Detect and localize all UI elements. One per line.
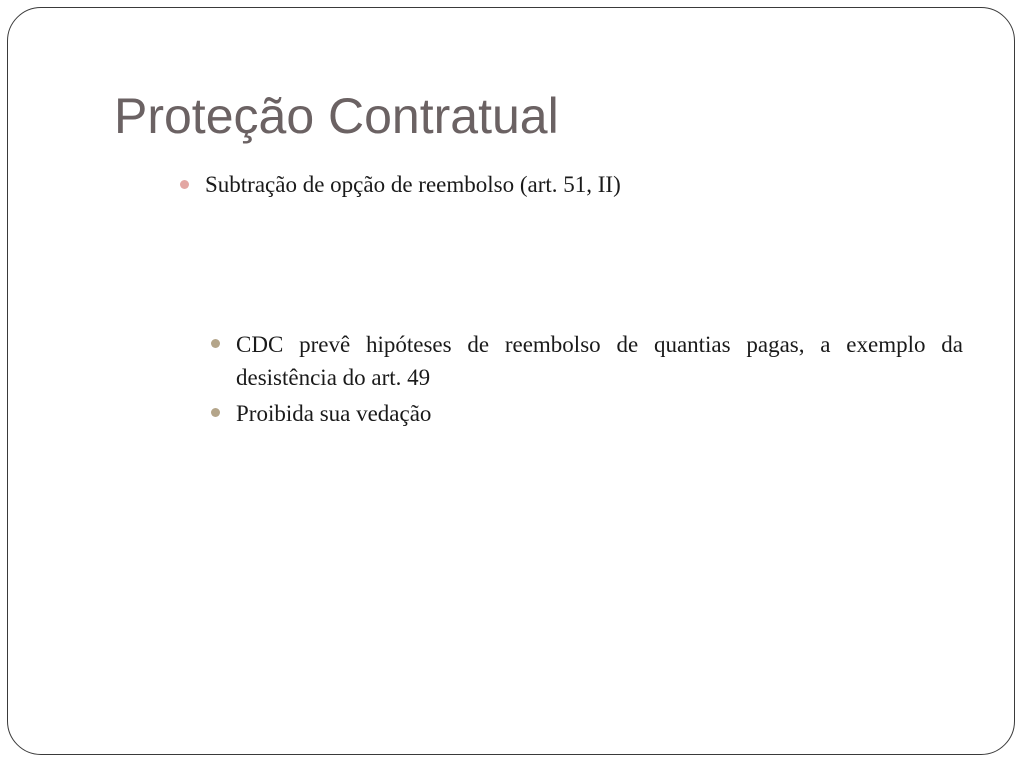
sub-bullet-list <box>211 328 963 433</box>
bullet-dot-icon <box>211 339 220 348</box>
main-bullet-text: Subtração de opção de reembolso (art. 51, II) <box>205 172 621 197</box>
sub-bullet-item <box>211 397 963 430</box>
bullet-dot-icon <box>211 408 220 417</box>
main-bullet-item <box>180 170 970 200</box>
sub-bullet-text: CDC prevê hipóteses de reembolso de quantias pagas, a exemplo da desistência do art. 49 <box>236 332 963 390</box>
main-bullet-list <box>180 170 970 200</box>
bullet-dot-icon <box>180 180 189 189</box>
sub-bullet-item <box>211 328 963 394</box>
sub-bullet-text: Proibida sua vedação <box>236 401 432 426</box>
slide-title: Proteção Contratual <box>114 88 559 144</box>
